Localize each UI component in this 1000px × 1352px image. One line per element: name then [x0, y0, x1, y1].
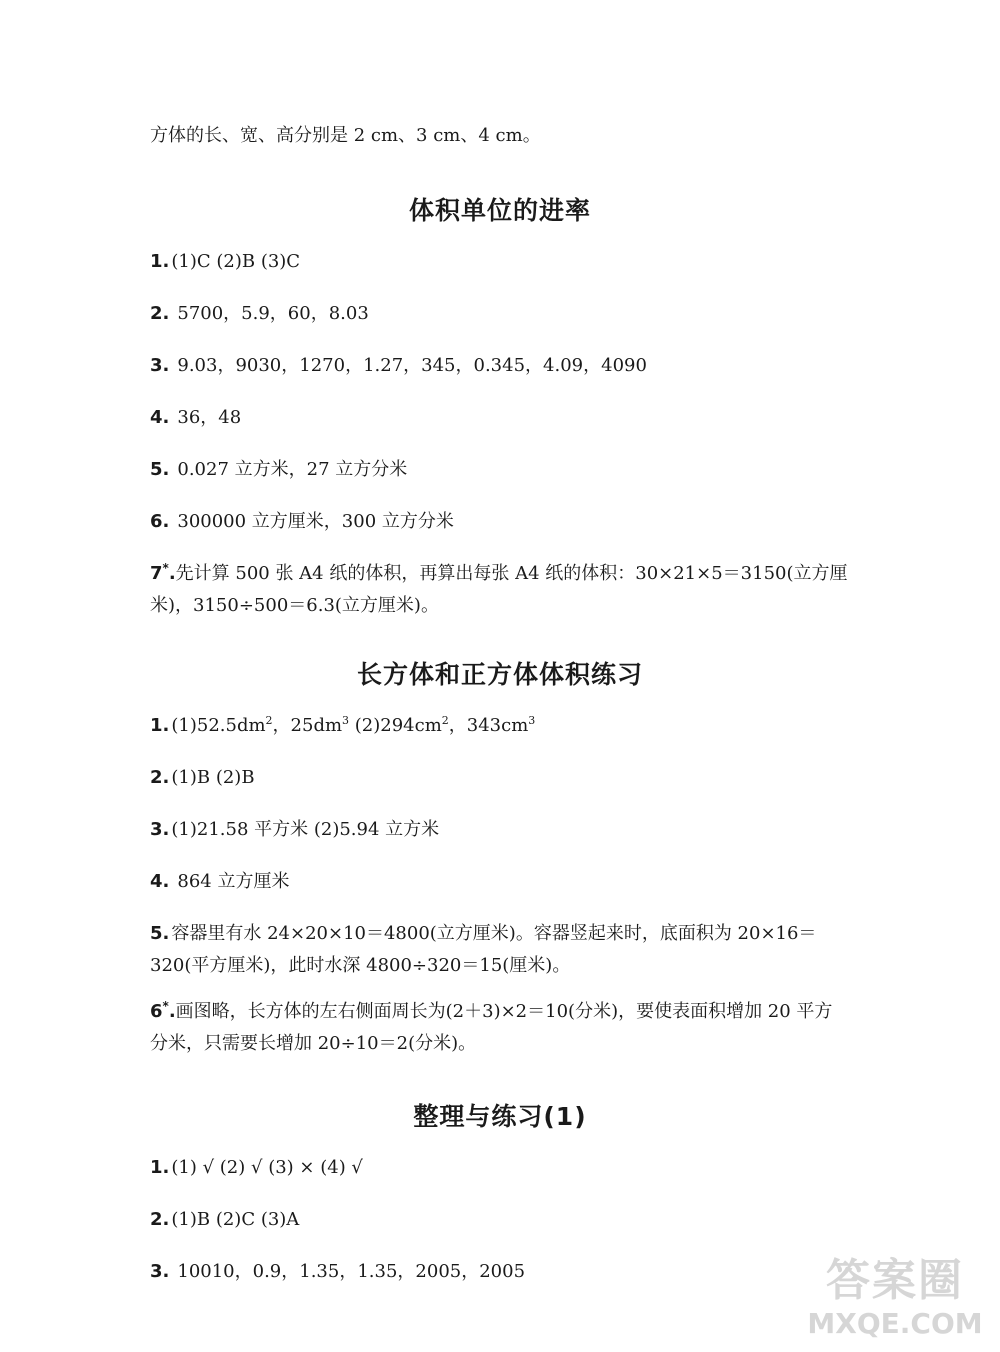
star-mark: * [162, 561, 169, 575]
item-text: (1)C (2)B (3)C [171, 251, 301, 272]
item-text: 先计算 500 张 A4 纸的体积，再算出每张 A4 纸的体积：30×21×5＝3150(立方厘米)，3150÷500＝6.3(立方厘米)。 [150, 563, 848, 616]
item-number: 6. [150, 511, 170, 532]
answer-item [150, 246, 850, 278]
section-title-review-practice-1: 整理与练习(1) [413, 1102, 587, 1131]
item-number: 3. [150, 1261, 170, 1282]
section-title-volume-unit-rates: 体积单位的进率 [408, 196, 591, 225]
item-text: (1)B (2)B [171, 767, 255, 788]
item-text: 10010，0.9，1.35，1.35，2005，2005 [177, 1261, 526, 1282]
watermark-top-text: 答案圈 [826, 1255, 964, 1306]
item-text: 36，48 [177, 407, 242, 428]
answer-item [150, 814, 850, 846]
item-number: 1. [150, 251, 170, 272]
answer-item [150, 558, 850, 622]
item-text: 9.03，9030，1270，1.27，345，0.345，4.09，4090 [177, 355, 647, 376]
item-number: 3. [150, 819, 170, 840]
star-mark: * [162, 999, 169, 1013]
item-number: 2. [150, 303, 170, 324]
item-text: (1)21.58 平方米 (2)5.94 立方米 [171, 819, 440, 840]
intro-text: 方体的长、宽、高分别是 2 cm、3 cm、4 cm。 [150, 125, 541, 146]
item-number: 1. [150, 1157, 170, 1178]
item-text: 画图略，长方体的左右侧面周长为(2＋3)×2＝10(分米)，要使表面积增加 20 平方分米，只需要长增加 20÷10＝2(分米)。 [150, 1001, 833, 1054]
answer-item [150, 918, 850, 982]
item-text: (1)B (2)C (3)A [171, 1209, 300, 1230]
section-title-cuboid-volume-practice: 长方体和正方体体积练习 [356, 660, 643, 689]
item-number: 6*. [150, 999, 176, 1022]
item-text: $(1)52.5dm^2$，$25dm^3$ $(2)294cm^2$，$343cm^3$ [171, 714, 536, 736]
item-text: 容器里有水 24×20×10＝4800(立方厘米)。容器竖起来时，底面积为 20×16＝320(平方厘米)，此时水深 4800÷320＝15(厘米)。 [150, 923, 817, 976]
item-text: (1) √ (2) √ (3) × (4) √ [171, 1157, 363, 1178]
answer-item [150, 402, 850, 434]
item-text: 300000 立方厘米，300 立方分米 [177, 511, 454, 532]
answer-item [150, 996, 850, 1060]
answer-item [150, 1152, 850, 1184]
item-text: 0.027 立方米，27 立方分米 [177, 459, 408, 480]
item-number: 5. [150, 459, 170, 480]
answer-item [150, 710, 850, 742]
answer-item [150, 866, 850, 898]
item-number: 5. [150, 923, 170, 944]
answer-item [150, 762, 850, 794]
item-number: 2. [150, 767, 170, 788]
item-number: 4. [150, 407, 170, 428]
item-number: 7*. [150, 561, 176, 584]
answer-item [150, 454, 850, 486]
answer-item [150, 350, 850, 382]
item-number: 1. [150, 715, 170, 736]
item-number: 2. [150, 1209, 170, 1230]
item-number: 4. [150, 871, 170, 892]
watermark-logo [800, 1255, 990, 1345]
answer-item [150, 298, 850, 330]
watermark-bottom-text: MXQE.COM [807, 1307, 983, 1340]
answer-item [150, 1256, 850, 1288]
item-text: 864 立方厘米 [177, 871, 290, 892]
answer-item [150, 1204, 850, 1236]
item-text: 5700，5.9，60，8.03 [177, 303, 369, 324]
answer-item [150, 506, 850, 538]
item-number: 3. [150, 355, 170, 376]
